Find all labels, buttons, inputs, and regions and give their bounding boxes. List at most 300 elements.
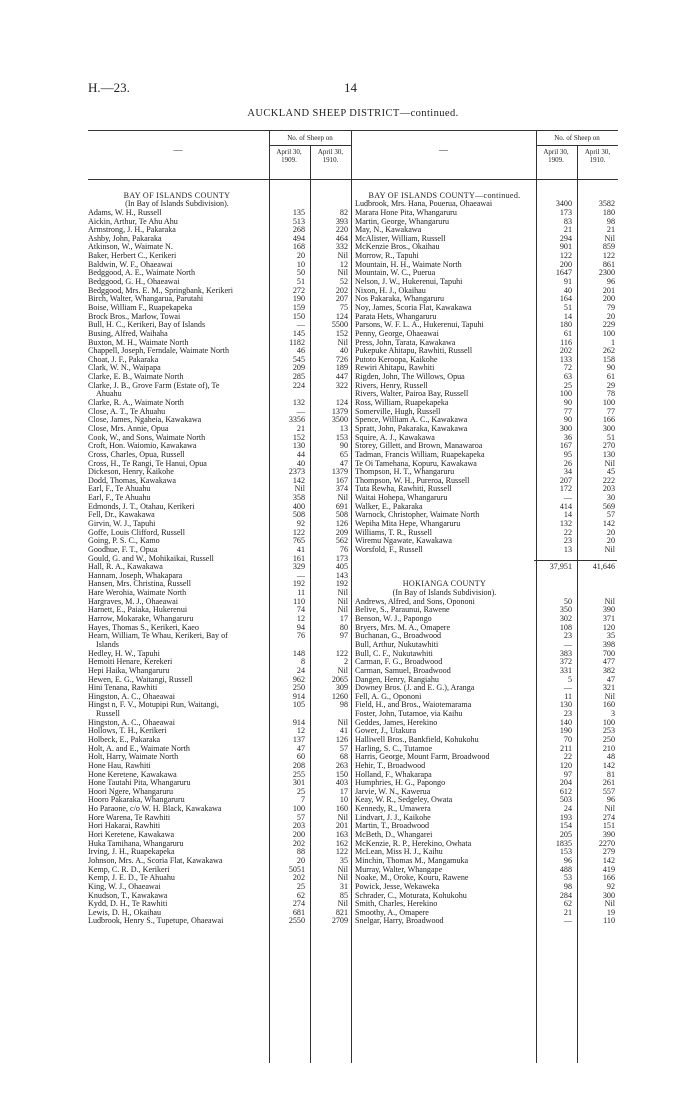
sheep-count-1909: 294 xyxy=(559,233,572,243)
owner-name: Foster, John, Tutamoe, via Kaihu xyxy=(355,710,463,719)
sheep-count-1910: Nil xyxy=(604,596,615,606)
table-row xyxy=(355,321,618,330)
owner-name: Warnock, Christopher, Waimate North xyxy=(355,511,480,520)
sheep-count-1910: 859 xyxy=(602,242,615,252)
table-row xyxy=(88,529,350,538)
table-row xyxy=(88,347,350,356)
sheep-count-1909: 142 xyxy=(292,475,305,485)
sheep-count-1909: 100 xyxy=(292,804,305,814)
owner-name: Armstrong, J. H., Pakaraka xyxy=(88,226,176,235)
table-row xyxy=(355,658,618,667)
table-row xyxy=(88,563,350,572)
sheep-count-1909: 350 xyxy=(559,605,572,615)
sheep-count-1909: 494 xyxy=(292,233,305,243)
owner-name: Penny, George, Ohaeawai xyxy=(355,329,439,338)
table-row xyxy=(355,313,618,322)
table-row xyxy=(88,866,350,875)
owner-name: Hone Tautahi Pita, Whangaruru xyxy=(88,779,191,788)
sheep-count-1909: — xyxy=(296,570,305,580)
table-row xyxy=(88,261,350,270)
sheep-count-1909: 358 xyxy=(292,493,305,503)
table-row xyxy=(88,840,350,849)
sheep-count-1909: 153 xyxy=(559,847,572,857)
sheep-count-1909: 21 xyxy=(563,225,572,235)
sheep-count-1910: 209 xyxy=(335,527,348,537)
sheep-count-1910: 390 xyxy=(602,605,615,615)
sheep-count-1909: 192 xyxy=(292,579,305,589)
table-row xyxy=(355,874,618,883)
sheep-count-1909: 76 xyxy=(296,631,305,641)
sheep-count-1910: 192 xyxy=(335,579,348,589)
sheep-count-1909: 161 xyxy=(292,553,305,563)
table-row xyxy=(355,304,618,313)
sheep-count-1910: 96 xyxy=(606,277,615,287)
owner-name: Ross, William, Ruapekapeka xyxy=(355,399,449,408)
owner-name: Te Oi Tamehana, Kopuru, Kawakawa xyxy=(355,459,477,468)
sheep-count-1909: 10 xyxy=(296,259,305,269)
owner-name: Lewis, D. H., Okaihau xyxy=(88,908,162,917)
sheep-count-1909: 13 xyxy=(563,544,572,554)
owner-name: Press, John, Tarata, Kawakawa xyxy=(355,338,456,347)
sheep-count-1909: 83 xyxy=(563,216,572,226)
owner-name: Hingston, A. C., Ohaeawai xyxy=(88,692,175,701)
owner-name: Bedggood, G. H., Ohaeawai xyxy=(88,278,180,287)
table-row xyxy=(355,347,618,356)
sheep-count-1910: 405 xyxy=(335,562,348,572)
owner-name: Storey, Gillett, and Brown, Manawaroa xyxy=(355,442,483,451)
sheep-count-1909: 44 xyxy=(296,449,305,459)
owner-name: Baldwin, W. F., Ohaeawai xyxy=(88,260,173,269)
table-row xyxy=(355,822,618,831)
sheep-count-1910: 122 xyxy=(335,648,348,658)
sheep-count-1909: 383 xyxy=(559,648,572,658)
table-row xyxy=(88,572,350,581)
sheep-count-1910: 78 xyxy=(606,389,615,399)
owner-name: Harnett, E., Paiaka, Hukerenui xyxy=(88,606,188,615)
sheep-count-1909: 46 xyxy=(296,346,305,356)
sheep-count-1910: 13 xyxy=(339,423,348,433)
owner-name: Rewiri Ahitapu, Rawhiti xyxy=(355,364,435,373)
table-row xyxy=(88,477,350,486)
sheep-count-1910: 122 xyxy=(335,847,348,857)
sheep-count-1910: 30 xyxy=(606,493,615,503)
owner-name: Hone Keretene, Kawakawa xyxy=(88,770,177,779)
sheep-count-1909: 209 xyxy=(292,363,305,373)
sheep-count-1910: Nil xyxy=(604,458,615,468)
county-heading xyxy=(88,192,350,201)
table-row xyxy=(355,278,618,287)
sheep-count-1910: 508 xyxy=(335,510,348,520)
table-row xyxy=(88,434,350,443)
table-row-continuation xyxy=(88,710,350,719)
table-row xyxy=(88,909,350,918)
table-row xyxy=(355,390,618,399)
owner-name: BAY OF ISLANDS COUNTY—continued. xyxy=(368,191,521,200)
sheep-count-1909: 164 xyxy=(559,294,572,304)
owner-name: Brock Bros., Marlow, Towai xyxy=(88,312,181,321)
sheep-count-1909: 148 xyxy=(292,648,305,658)
sheep-count-1909: — xyxy=(563,639,572,649)
table-row xyxy=(355,667,618,676)
table-row xyxy=(88,373,350,382)
sheep-count-1910: 51 xyxy=(606,432,615,442)
table-row xyxy=(355,408,618,417)
sheep-count-1910: 120 xyxy=(602,622,615,632)
sheep-count-1910: 17 xyxy=(339,786,348,796)
owner-name: Johnson, Mrs. A., Scoria Flat, Kawakawa xyxy=(88,856,223,865)
table-row xyxy=(355,866,618,875)
table-row xyxy=(88,408,350,417)
table-row xyxy=(355,684,618,693)
sheep-count-1909: 40 xyxy=(296,458,305,468)
sheep-count-1909: 90 xyxy=(563,398,572,408)
owner-name: Cross, H., Te Rangi, Te Hanui, Opua xyxy=(88,459,207,468)
sheep-count-1910: 143 xyxy=(335,570,348,580)
owner-name: Holt, Harry, Waimate North xyxy=(88,753,179,762)
table-row xyxy=(355,710,618,719)
sheep-count-1910: 79 xyxy=(606,302,615,312)
sheep-count-1909: 414 xyxy=(559,501,572,511)
subdivision-heading xyxy=(355,589,618,598)
table-row xyxy=(88,416,350,425)
owner-name: Hewen, E. G., Waitangi, Russell xyxy=(88,675,193,684)
sheep-count-1909: 122 xyxy=(292,527,305,537)
sheep-count-1909: 11 xyxy=(297,588,305,598)
owner-name: Waitai Hohepa, Whangaruru xyxy=(355,494,448,503)
table-row xyxy=(355,641,618,650)
sheep-count-1910: 166 xyxy=(602,873,615,883)
table-row xyxy=(88,658,350,667)
column-header-1910: April 30, 1910. xyxy=(317,148,344,164)
sheep-count-1909: 94 xyxy=(296,622,305,632)
sheep-count-1910: Nil xyxy=(337,873,348,883)
sheep-count-1910: 158 xyxy=(602,354,615,364)
sheep-count-1909: 503 xyxy=(559,795,572,805)
sheep-count-1909: 255 xyxy=(292,769,305,779)
sheep-count-1909: 20 xyxy=(296,251,305,261)
owner-name: Irving, J. H., Ruapekapeka xyxy=(88,848,175,857)
sheep-count-1910: Nil xyxy=(337,864,348,874)
sheep-count-1910: 861 xyxy=(602,259,615,269)
table-row xyxy=(88,632,350,641)
owner-name: Hone Hau, Rawhiti xyxy=(88,761,151,770)
sheep-count-1909: 200 xyxy=(292,830,305,840)
sheep-count-1910: 68 xyxy=(339,752,348,762)
sheep-count-1910: 126 xyxy=(335,518,348,528)
table-row xyxy=(355,503,618,512)
sheep-count-1909: 274 xyxy=(292,899,305,909)
sheep-count-1910: 477 xyxy=(602,657,615,667)
sheep-count-1910: 2270 xyxy=(598,838,615,848)
owner-name: Andrews, Alfred, and Sons, Opononi xyxy=(355,597,475,606)
sheep-count-1909: 168 xyxy=(292,242,305,252)
table-row xyxy=(88,295,350,304)
sheep-count-header: No. of Sheep on xyxy=(269,134,351,146)
sheep-count-1909: Nil xyxy=(294,484,305,494)
sheep-count-1910: 274 xyxy=(602,812,615,822)
owner-name: Huka Tamihana, Whangaruru xyxy=(88,839,184,848)
owner-name: Carman, Samuel, Broadwood xyxy=(355,666,451,675)
table-row xyxy=(88,520,350,529)
sheep-count-1910: 31 xyxy=(339,881,348,891)
sheep-count-1909: — xyxy=(296,406,305,416)
sheep-count-1909: 224 xyxy=(292,380,305,390)
sheep-count-1909: 97 xyxy=(563,769,572,779)
table-row xyxy=(355,356,618,365)
sheep-count-1909: 765 xyxy=(292,536,305,546)
sheep-count-1909: 14 xyxy=(563,311,572,321)
owner-name: Ahuahu xyxy=(96,390,122,399)
sheep-count-1910: 110 xyxy=(603,916,615,926)
sheep-count-1909: — xyxy=(296,320,305,330)
sheep-count-1909: 681 xyxy=(292,907,305,917)
sheep-count-1910: 41,646 xyxy=(592,562,615,572)
owner-name: Downey Bros. (J. and E. G.), Aranga xyxy=(355,684,475,693)
sheep-count-1910: 180 xyxy=(602,207,615,217)
table-row xyxy=(88,788,350,797)
owner-name: Harris, George, Mount Farm, Broadwood xyxy=(355,753,490,762)
sheep-count-1910: 98 xyxy=(339,700,348,710)
owner-name: Parata Hets, Whangaruru xyxy=(355,312,437,321)
sheep-count-1910: 122 xyxy=(602,251,615,261)
table-row xyxy=(355,805,618,814)
sheep-count-1910: 151 xyxy=(602,821,615,831)
sheep-count-1910: 447 xyxy=(335,372,348,382)
owner-name: Fell, Dr., Kawakawa xyxy=(88,511,155,520)
table-row xyxy=(88,555,350,564)
sheep-count-1910: 261 xyxy=(602,778,615,788)
table-row xyxy=(88,399,350,408)
sheep-count-1909: 14 xyxy=(563,510,572,520)
sheep-count-1909: 132 xyxy=(559,518,572,528)
table-row xyxy=(88,650,350,659)
sheep-count-1909: 37,951 xyxy=(549,562,572,572)
sheep-count-1910: Nil xyxy=(337,268,348,278)
sheep-count-1910: 166 xyxy=(602,415,615,425)
owner-name: HOKIANGA COUNTY xyxy=(402,580,487,589)
sheep-count-1909: 508 xyxy=(292,510,305,520)
table-row xyxy=(355,796,618,805)
table-row xyxy=(88,460,350,469)
table-row xyxy=(355,753,618,762)
owner-name: Mountain, W. C., Puerua xyxy=(355,269,436,278)
table-row xyxy=(88,235,350,244)
owner-name: Minchin, Thomas M., Mangamuka xyxy=(355,856,469,865)
owner-name: Gower, J., Utakura xyxy=(355,727,417,736)
sheep-count-1910: 48 xyxy=(606,752,615,762)
sheep-count-1909: 7 xyxy=(300,795,305,805)
sheep-count-1910: 124 xyxy=(335,311,348,321)
sheep-count-1910: 160 xyxy=(602,700,615,710)
table-row xyxy=(355,226,618,235)
sheep-count-1910: 76 xyxy=(339,544,348,554)
table-row xyxy=(88,796,350,805)
sheep-count-1909: 23 xyxy=(563,536,572,546)
owner-name: Hedley, H. W., Tapuhi xyxy=(88,649,160,658)
table-row xyxy=(355,520,618,529)
sheep-count-1909: 204 xyxy=(559,778,572,788)
owner-name: Clarke, J. B., Grove Farm (Estate of), Te xyxy=(88,381,220,390)
sheep-count-1910: 220 xyxy=(335,225,348,235)
owner-name: Bull, C. F., Nukutawhiti xyxy=(355,649,433,658)
sheep-count-1910: 90 xyxy=(606,363,615,373)
sheep-count-1910: 250 xyxy=(602,735,615,744)
sheep-count-1910: 52 xyxy=(339,277,348,287)
owner-name: Belive, S., Paraunui, Rawene xyxy=(355,606,450,615)
sheep-count-1910: 1379 xyxy=(331,406,348,416)
table-row xyxy=(88,848,350,857)
sheep-count-1909: 372 xyxy=(559,657,572,667)
sheep-count-1909: 25 xyxy=(296,881,305,891)
sheep-count-1910: Nil xyxy=(604,804,615,814)
owner-name: Hare Werohia, Waimate North xyxy=(88,589,187,598)
sheep-count-1909: 24 xyxy=(563,804,572,814)
sheep-count-1909: 62 xyxy=(563,899,572,909)
table-row xyxy=(88,304,350,313)
sheep-count-1910: 2065 xyxy=(331,674,348,684)
owner-name: Jarvie, W. N., Kawerua xyxy=(355,787,431,796)
owner-name: McBeth, D., Whangarei xyxy=(355,831,433,840)
sheep-count-1909: 63 xyxy=(563,372,572,382)
sheep-count-1910: 162 xyxy=(335,838,348,848)
sheep-count-1909: 91 xyxy=(563,277,572,287)
sheep-count-1909: 8 xyxy=(300,657,305,667)
column-header-1910: April 30, 1910. xyxy=(584,148,611,164)
owner-name: Lindvart, J. J., Kaikohe xyxy=(355,813,431,822)
table-row xyxy=(355,909,618,918)
sheep-count-1909: 11 xyxy=(564,691,572,701)
owner-name: Fell, A. G., Opononi xyxy=(355,692,422,701)
sheep-count-1909: 152 xyxy=(292,432,305,442)
sheep-count-1910: Nil xyxy=(604,691,615,701)
sheep-count-1909: 1647 xyxy=(555,268,572,278)
owner-name: Williams, T. R., Russell xyxy=(355,528,432,537)
table-row xyxy=(88,321,350,330)
table-row xyxy=(355,701,618,710)
owner-name: Close, Mrs. Annie, Opua xyxy=(88,424,169,433)
owner-name: Earl, F., Te Ahuahu xyxy=(88,494,151,503)
sheep-count-1910: 229 xyxy=(602,320,615,330)
owner-name: King, W. J., Ohaeawai xyxy=(88,882,161,891)
sheep-count-1910: 332 xyxy=(335,242,348,252)
owner-name: Martin, George, Whangaruru xyxy=(355,217,450,226)
sheep-count-1909: 145 xyxy=(292,328,305,338)
owner-name: Going, P. S. C., Kamo xyxy=(88,537,160,546)
sheep-count-1910: Nil xyxy=(337,899,348,909)
sheep-count-1909: 12 xyxy=(296,614,305,624)
table-row xyxy=(88,598,350,607)
owner-name: Choat, J. F., Pakaraka xyxy=(88,355,159,364)
owner-name: Halliwell Bros., Bankfield, Kohukohu xyxy=(355,736,479,744)
owner-name: Kennedy, R., Umawera xyxy=(355,805,431,814)
sheep-count-1909: 135 xyxy=(292,207,305,217)
table-header-left xyxy=(88,130,351,180)
table-row xyxy=(355,857,618,866)
sheep-count-1909: 202 xyxy=(292,873,305,883)
sheep-count-1910: 142 xyxy=(602,760,615,770)
table-row xyxy=(355,416,618,425)
sheep-count-1910: 3582 xyxy=(598,199,615,209)
table-row xyxy=(355,382,618,391)
sheep-count-1910: 47 xyxy=(606,674,615,684)
sheep-count-1910: 1379 xyxy=(331,467,348,477)
sheep-count-1910: 393 xyxy=(335,216,348,226)
sheep-count-1910: 40 xyxy=(339,346,348,356)
name-column-header: — xyxy=(439,145,448,155)
sheep-count-1909: 284 xyxy=(559,890,572,900)
sheep-count-1909: 50 xyxy=(296,268,305,278)
owner-name: Bryers, Mrs. M. A., Omapere xyxy=(355,623,451,632)
sheep-count-1909: 116 xyxy=(560,337,572,347)
sheep-count-1909: 250 xyxy=(292,683,305,693)
sheep-count-1909: 50 xyxy=(563,596,572,606)
sheep-count-1909: 159 xyxy=(292,302,305,312)
owner-name: Nelson, J. W., Hukerenui, Tapuhi xyxy=(355,278,463,287)
sheep-count-1910: 142 xyxy=(602,518,615,528)
sheep-count-1909: 12 xyxy=(296,726,305,736)
sheep-count-1909: 51 xyxy=(563,302,572,312)
table-row xyxy=(88,503,350,512)
sheep-count-1910: 96 xyxy=(606,795,615,805)
table-row xyxy=(88,727,350,736)
owner-name: Walker, E., Pakaraka xyxy=(355,502,423,511)
owner-name: Kemp, C. R. D., Kerikeri xyxy=(88,865,170,874)
owner-name: Bedggood, A. E., Waimate North xyxy=(88,269,196,278)
owner-name: Holbeck, E., Pakaraka xyxy=(88,736,161,744)
sheep-count-1909: 100 xyxy=(559,389,572,399)
table-row xyxy=(355,831,618,840)
sheep-count-1910: 322 xyxy=(335,380,348,390)
owner-name: McAlister, William, Russell xyxy=(355,234,446,243)
sheep-count-1910: 1 xyxy=(610,337,615,347)
table-row xyxy=(355,485,618,494)
owner-name: Snelgar, Harry, Broadwood xyxy=(355,917,444,926)
sheep-count-1910: 10 xyxy=(339,795,348,805)
sheep-count-1909: 202 xyxy=(292,838,305,848)
owner-name: Harrow, Mokarake, Whangaruru xyxy=(88,615,194,624)
owner-name: Close, A. T., Te Ahuahu xyxy=(88,407,166,416)
sheep-count-1909: 70 xyxy=(563,735,572,744)
owner-name: Edmonds, J. T., Otahau, Kerikeri xyxy=(88,502,195,511)
sheep-count-1910: Nil xyxy=(337,596,348,606)
table-row xyxy=(88,771,350,780)
owner-name: Cross, Charles, Opua, Russell xyxy=(88,450,185,459)
table-row xyxy=(88,831,350,840)
table-row xyxy=(355,840,618,849)
sheep-count-1910: 300 xyxy=(602,423,615,433)
table-row xyxy=(355,269,618,278)
table-row xyxy=(88,693,350,702)
sheep-count-1909: 110 xyxy=(293,596,305,606)
sheep-count-1909: 545 xyxy=(292,354,305,364)
table-row xyxy=(88,736,350,745)
owner-name: Knudson, T., Kawakawa xyxy=(88,891,168,900)
owner-name: Dodd, Thomas, Kawakawa xyxy=(88,476,176,485)
sheep-count-1909: 193 xyxy=(559,812,572,822)
document-reference: H.—23. xyxy=(88,80,130,95)
sheep-count-1909: 62 xyxy=(296,890,305,900)
owner-name: Adams, W. H., Russell xyxy=(88,208,162,217)
owner-name: Tadman, Francis William, Ruapekapeka xyxy=(355,450,485,459)
owner-name: McKenzie, R. P., Herekino, Owhata xyxy=(355,839,472,848)
sheep-count-1909: 77 xyxy=(563,406,572,416)
sheep-count-1910: 207 xyxy=(335,294,348,304)
owner-name: (In Bay of Islands Subdivision). xyxy=(392,589,497,598)
owner-name: McKenzie Bros., Okaihau xyxy=(355,243,440,252)
table-row xyxy=(88,511,350,520)
sheep-count-1910: 201 xyxy=(335,821,348,831)
sheep-count-1910: Nil xyxy=(604,233,615,243)
